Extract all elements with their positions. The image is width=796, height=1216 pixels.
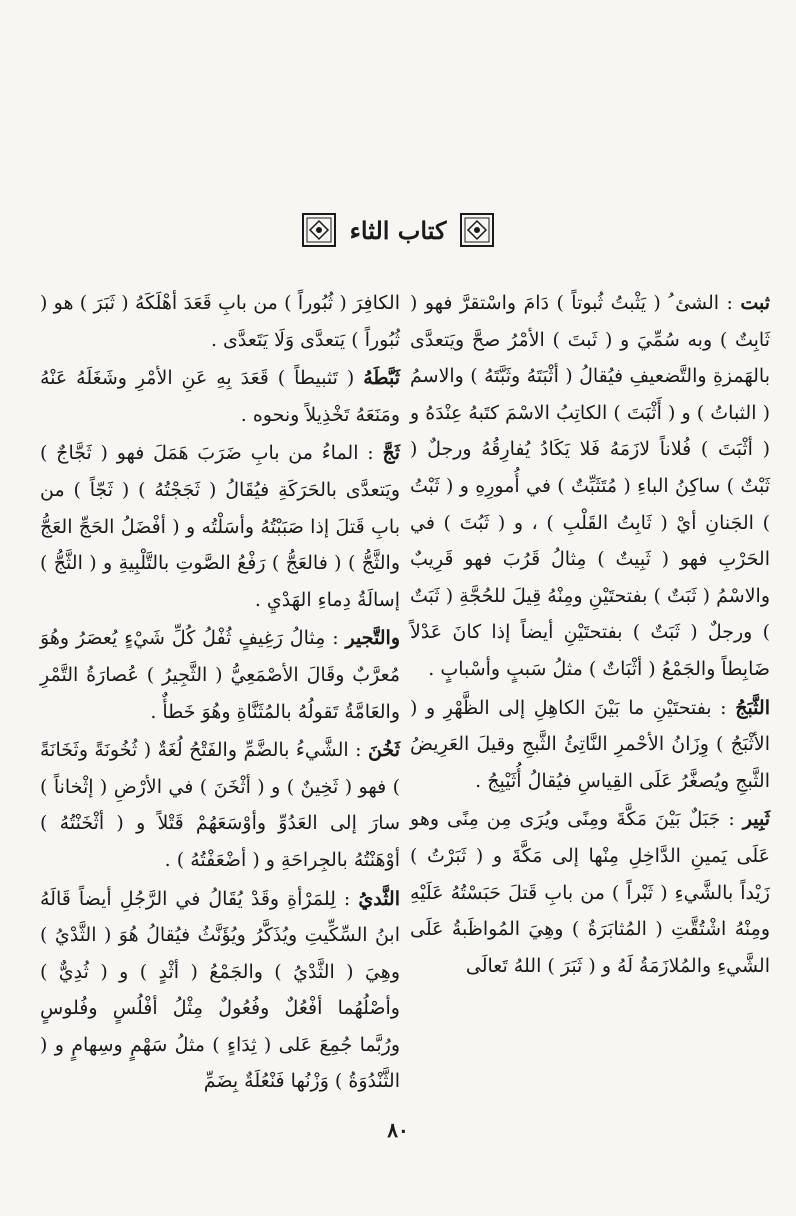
entry-headword: ثَبِير [742,808,770,831]
ornament-icon [460,213,494,247]
chapter-title: كتاب الثاء [349,215,447,245]
entry-text: : الماءُ من بابِ ضَرَبَ هَمَلَ فهو ( ثَجَّاجٌ ) ويَتعدَّى بالحَرَكَةِ فيُقَالُ ( ثَجَجْتُهُ ) ( ثَجّاً ) من بابِ قَتلَ إذا صَبَبْتُهُ وأسَلْتُه و ( أفْضَلُ الحَجِّ العَجُّ والثَّجُّ ) ( فالعَجُّ ) رَفْعُ الصَّوتِ بالتَّلْبِيةِ و ( الثَّجُّ ) إسالَةُ دِماءِ الهَدْيِ . [40,442,400,611]
entry-text: : بفتحتَيْنِ ما بَيْنَ الكاهِلِ إلى الظَّهْرِ و ( الأثْبَجُ ) وِزَانُ الأحْمرِ النَّاتِئُ الثَّبجِ وقيلَ العَرِيضُ الثَّبجِ ويُصغَّرُ عَلَى القِياسِ فيُقالُ أُثَيْبِجُ . [410,696,770,792]
dictionary-entry [40,435,400,618]
entry-text: ( تَثبيطاً ) قَعَدَ بِهِ عَنِ الأمْرِ وشَغَلَهُ عَنْهُ ومَنَعَهُ تَخْذِيلاً ونحوه . [40,367,400,426]
left-column [40,285,400,1102]
right-column [410,285,770,986]
entry-text: : الشَّيءُ بالضَّمِّ والفَتْحُ لُغَةٌ ( ثُخُونَةً وثَخَانَةً ) فهو ( ثَخِينٌ ) و ( أثْخَنَ ) في الأرْضِ ( إثْخاناً ) سارَ إلى العَدُوِّ وأوْسَعَهُمْ قَتْلاً و ( أثْخَنْتُهُ ) أوْهَنْتُهُ بالجِراحَةِ و ( أضْعَفْتُهُ ) . [40,739,400,871]
entry-text: : جَبَلٌ بَيْنَ مَكَّةَ ومِنًى ويُرَى مِن مِنًى وهو عَلَى يَمينِ الدَّاخِلِ مِنْها إلى مَكَّةَ و ( ثَبَرْتُ ) زَيْداً بالشَّيءِ ( ثَبْراً ) من بابِ قَتلَ حَبَسْتُهُ عَلَيْهِ ومِنْهُ اشْتُقَّتِ ( المُثابَرَةُ ) وهِيَ المُواظَبةُ عَلَى الشَّيءِ والمُلازَمَةُ لَهُ و ( ثَبَرَ ) اللهُ تَعالَى [410,808,770,977]
dictionary-entry [410,285,770,688]
entry-text: : مِثالُ رَغِيفٍ ثُفْلُ كُلِّ شَيْءٍ يُعصَرُ وهُوَ مُعرَّبٌ وقَالَ الأصْمَعِيُّ ( الثَّجِيرُ ) عُصارَةُ التَّمْرِ والعَامَّةُ تَقولُهُ بالمُثَنَّاةِ وهُوَ خَطأٌ . [40,627,400,723]
entry-text: : الشئ ُ ( يَثْبتُ ثُبوتاً ) دَامَ واسْتقرَّ فهو ( ثَابِتٌ ) وبه سُمِّيَ و ( ثَبتَ ) الأمْرُ صحَّ ويَتعدَّى بالهَمزةِ والتَّضعيفِ فيُقالُ ( أثْبَتَهُ وثَبَّتَهُ ) والاسمُ ( الثباتُ ) و ( أَثْبَتَ ) الكاتِبُ الاسْمَ كتَبهُ عِنْدَهُ و ( أثْبَتَ ) فُلاناً لازَمَهُ فَلا يَكَادُ يُفارِقُهُ ورجلٌ ( ثَبْتٌ ) ساكِنُ الباءِ ( مُتَثَبِّتٌ ) في أُمورِهِ و ( ثَبْتُ ) الجَنانِ أيْ ( ثَابِتُ القَلْبِ ) ، و ( ثَبُتَ ) في الحَرْبِ فهو ( ثَبِيتٌ ) مِثالُ قَرُبَ فهو قَرِيبٌ والاسْمُ ( ثَبَتٌ ) بفتحتَيْنِ ومِنْهُ قِيلَ للحُجَّةِ ( ثَبَتٌ ) ورجلٌ ( ثَبَتٌ ) بفتحتَيْنِ أيضاً إذا كانَ عَدْلاً ضَابِطاً والجَمْعُ ( أثْبَاتٌ ) مثلُ سَببٍ وأسْبابٍ . [410,292,770,680]
dictionary-entry [410,801,770,984]
entry-headword: والتَّجير [345,627,400,650]
dictionary-entry [410,690,770,800]
entry-headword: ثَجَّ [382,442,400,465]
dictionary-entry [40,732,400,878]
entry-text: الكافِرَ ( ثُبُوراً ) من بابِ قَعَدَ أهْلَكَهُ ( ثَبَرَ ) هو ( ثُبُوراً ) يَتعدَّى وَلَا يَتَعدَّى . [40,292,400,351]
dictionary-entry [40,620,400,730]
dictionary-entry [40,881,400,1101]
page-number: ٨٠ [387,1118,409,1142]
entry-headword: الثَّديُ [358,887,400,910]
entry-headword: ثَبَّطَهُ [363,367,400,390]
chapter-header [0,210,796,250]
entry-headword: الثَّبَجُ [735,696,770,719]
dictionary-entry [40,360,400,433]
dictionary-entry [40,285,400,358]
entry-headword: ثبت [740,292,770,314]
entry-headword: ثَخُنَ [367,739,400,762]
ornament-icon [302,213,336,247]
entry-text: : لِلمَرْأةِ وقَدْ يُقَالُ في الرَّجُلِ أيضاً قَالَهُ ابنُ السِّكِّيتِ ويُذَكَّرُ ويُؤَنَّثُ فيُقالُ هُوَ ( الثَّدْيُ ) وهِيَ ( الثَّدْيُ ) والجَمْعُ ( أثْدٍ ) و ( ثُدِيٌّ ) وأصْلُهُما أفْعُلٌ وفُعُولٌ مِثْلُ أفْلُسٍ وفُلوسٍ ورُبَّما جُمِعَ عَلى ( ثِدَاءٍ ) مثلُ سَهْمٍ وسِهامٍ و ( الثَّنْدُوَةُ ) وَزْنُها فَنْعُلَةٌ بِضَمِّ [40,887,400,1093]
